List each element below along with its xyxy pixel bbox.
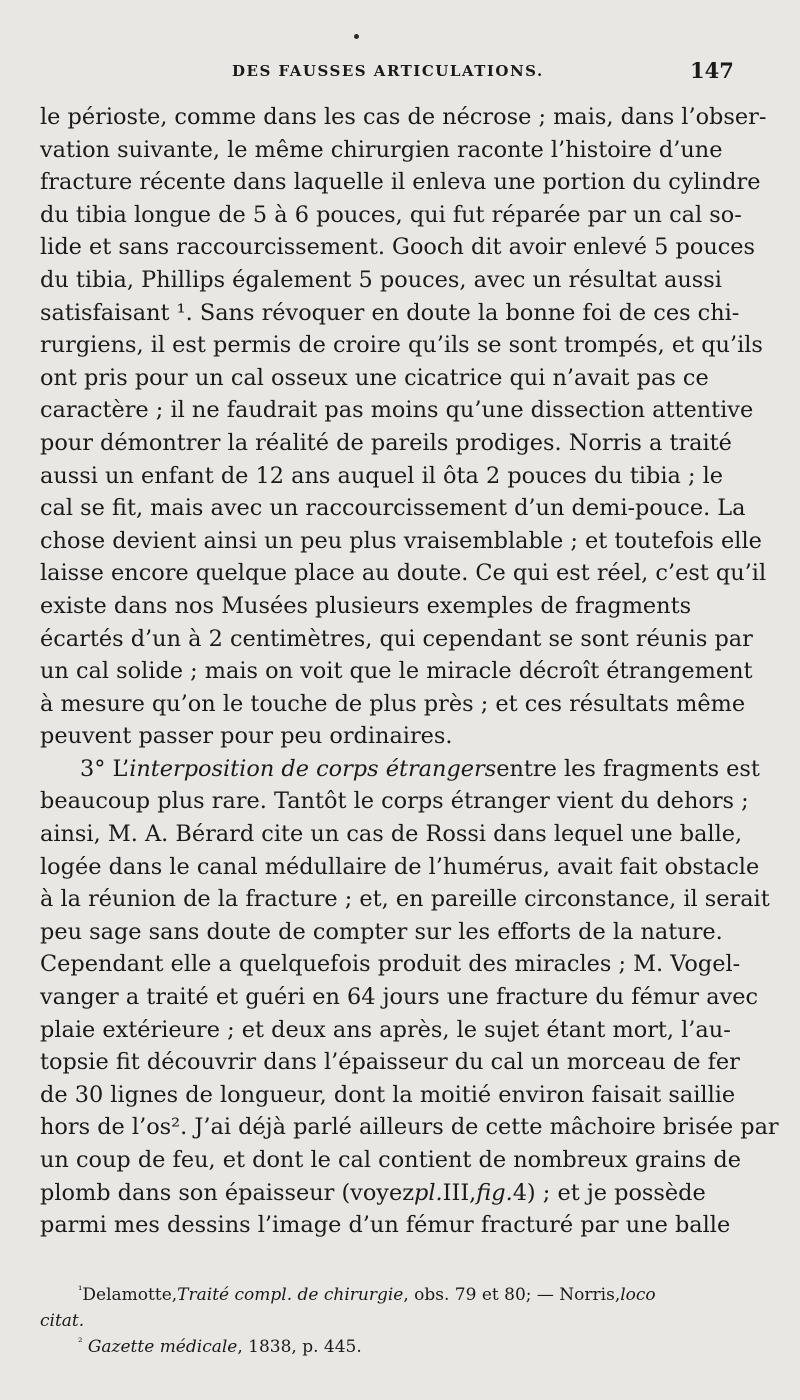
page-number: 147 [690, 58, 734, 83]
text-line: laisse encore quelque place au doute. Ce qui est réel, c’est qu’il [40, 560, 767, 587]
text-line: du tibia, Phillips également 5 pouces, avec un résultat aussi [40, 266, 722, 293]
text-line: du tibia longue de 5 à 6 pouces, qui fut réparée par un cal so- [40, 201, 742, 228]
text-line: vanger a traité et guéri en 64 jours une fracture du fémur avec [40, 984, 759, 1011]
text-line: logée dans le canal médullaire de l’humérus, avait fait obstacle [40, 853, 760, 880]
paragraph-1 [40, 101, 767, 753]
footnotes [40, 1282, 762, 1360]
text-line: peu sage sans doute de compter sur les efforts de la nature. [40, 918, 723, 945]
text-line: vation suivante, le même chirurgien raconte l’histoire d’une [40, 136, 723, 163]
text-line: caractère ; il ne faudrait pas moins qu’une dissection attentive [40, 397, 754, 424]
text-line: à la réunion de la fracture ; et, en pareille circonstance, il serait [40, 886, 770, 913]
text-line: cal se fit, mais avec un raccourcissement d’un demi-pouce. La [40, 495, 746, 522]
ink-dot [354, 34, 359, 39]
paragraph-2-first-line: 3° L’interposition de corps étrangersentre les fragments est [80, 755, 760, 782]
text-line: rurgiens, il est permis de croire qu’ils se sont trompés, et qu’ils [40, 332, 763, 359]
text-line: de 30 lignes de longueur, dont la moitié environ faisait saillie [40, 1081, 736, 1108]
text-line: un coup de feu, et dont le cal contient de nombreux grains de [40, 1147, 741, 1173]
text-line: existe dans nos Musées plusieurs exemples de fragments [40, 592, 692, 619]
text-line: le périoste, comme dans les cas de nécrose ; mais, dans l’obser- [40, 104, 767, 130]
text-line: à mesure qu’on le touche de plus près ; et ces résultats même [40, 690, 746, 717]
text-line: pour démontrer la réalité de pareils prodiges. Norris a traité [40, 429, 732, 456]
text-line: un cal solide ; mais on voit que le miracle décroît étrangement [40, 658, 753, 685]
text-line: plomb dans son épaisseur (voyezpl.III,fig.4) ; et je possède [40, 1179, 706, 1206]
text-line: parmi mes dessins l’image d’un fémur fracturé par une balle [40, 1212, 731, 1239]
text-line: Cependant elle a quelquefois produit des miracles ; M. Vogel- [40, 951, 741, 978]
text-line: peuvent passer pour peu ordinaires. [40, 723, 453, 750]
text-line: lide et sans raccourcissement. Gooch dit avoir enlevé 5 pouces [40, 234, 756, 261]
running-title: DES FAUSSES ARTICULATIONS. [232, 62, 544, 80]
footnote-2: $^{^2}$ Gazette médicale, 1838, p. 445. [78, 1335, 362, 1357]
text-line: ont pris pour un cal osseux une cicatrice qui n’avait pas ce [40, 364, 709, 391]
text-line: fracture récente dans laquelle il enleva une portion du cylindre [40, 169, 761, 196]
text-line: topsie fit découvrir dans l’épaisseur du cal un morceau de fer [40, 1049, 740, 1076]
text-line: ainsi, M. A. Bérard cite un cas de Rossi dans lequel une balle, [40, 821, 743, 848]
text-line: chose devient ainsi un peu plus vraisemblable ; et toutefois elle [40, 527, 762, 554]
text-line: satisfaisant ¹. Sans révoquer en doute la bonne foi de ces chi- [40, 299, 740, 326]
footnote-1-cont: citat. [40, 1311, 85, 1331]
text-line: hors de l’os². J’ai déjà parlé ailleurs de cette mâchoire brisée par [40, 1114, 779, 1141]
body-text [40, 101, 779, 1242]
footnote-1: $^{^1}$Delamotte,Traité compl. de chirurgie, obs. 79 et 80; — Norris,loco [78, 1283, 656, 1305]
page-header [0, 58, 800, 88]
text-line: aussi un enfant de 12 ans auquel il ôta 2 pouces du tibia ; le [40, 462, 724, 489]
text-line: beaucoup plus rare. Tantôt le corps étranger vient du dehors ; [40, 788, 749, 815]
text-line: écartés d’un à 2 centimètres, qui cependant se sont réunis par [40, 625, 753, 652]
paragraph-2 [40, 785, 779, 1176]
text-line: plaie extérieure ; et deux ans après, le sujet étant mort, l’au- [40, 1016, 731, 1043]
